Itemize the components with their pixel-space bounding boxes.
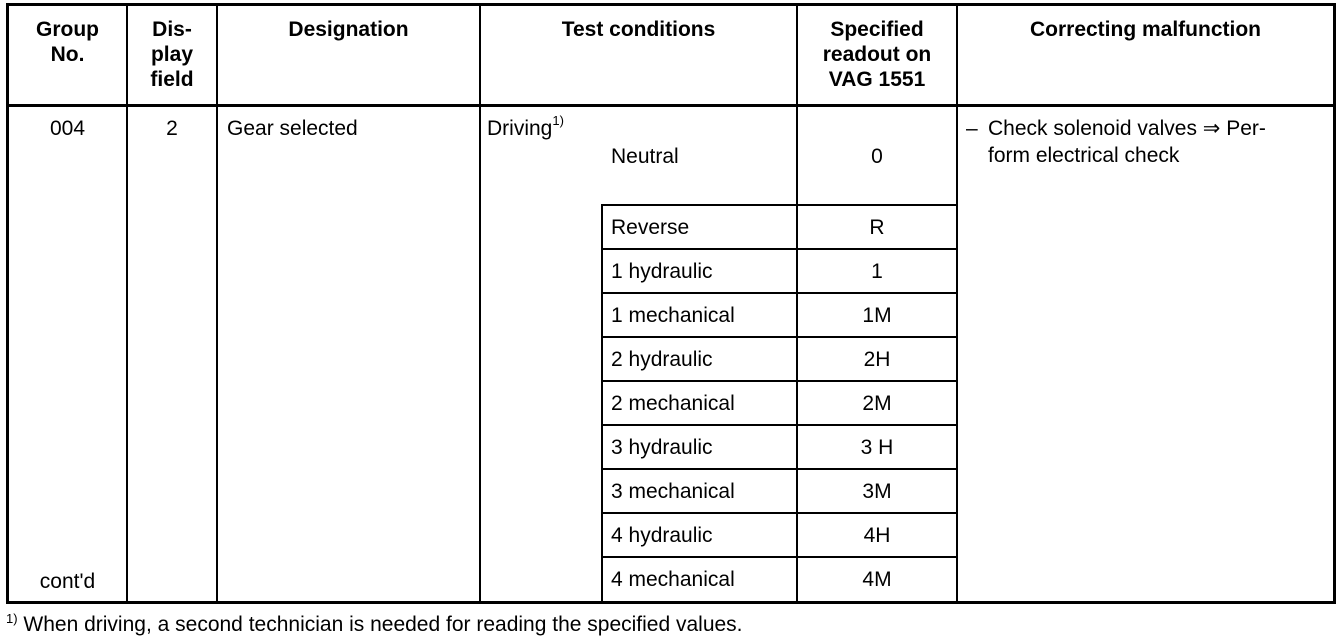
correction-line: Check solenoid valves ⇒ Per-	[988, 117, 1266, 140]
readout-value: 3 H	[860, 436, 894, 459]
row-divider	[601, 336, 958, 338]
header-specified-readout: Specified readout on VAG 1551	[822, 18, 932, 91]
row-divider	[601, 424, 958, 426]
condition-label: 1 mechanical	[611, 304, 735, 327]
column-divider	[216, 3, 218, 604]
column-divider	[479, 3, 481, 604]
condition-label: 4 mechanical	[611, 568, 735, 591]
condition-label: 2 hydraulic	[611, 348, 713, 371]
row-divider	[601, 248, 958, 250]
footnote-marker: 1)	[552, 113, 564, 128]
correction-line: form electrical check	[988, 144, 1180, 167]
row-divider	[601, 380, 958, 382]
condition-label: Neutral	[611, 145, 679, 168]
readout-value: 2M	[862, 392, 892, 415]
correction-dash: –	[966, 117, 978, 140]
footnote-note-marker: 1)	[6, 611, 18, 626]
condition-label: 4 hydraulic	[611, 524, 713, 547]
header-display-field: Dis- play field	[150, 18, 194, 91]
footnote	[6, 612, 743, 638]
footnote-text: When driving, a second technician is needed for reading the specified values.	[23, 613, 743, 636]
gear-readout-table	[6, 3, 1336, 604]
readout-value: 1M	[862, 304, 892, 327]
header-correcting-malfunction: Correcting malfunction	[1029, 18, 1261, 41]
table-border-left	[6, 3, 9, 604]
readout-value: R	[869, 216, 885, 239]
readout-value: 4H	[863, 524, 891, 547]
group-number: 004	[49, 117, 86, 140]
condition-label: 1 hydraulic	[611, 260, 713, 283]
condition-label: 3 hydraulic	[611, 436, 713, 459]
row-divider	[601, 292, 958, 294]
display-field-value: 2	[166, 117, 178, 140]
row-divider	[601, 468, 958, 470]
header-designation: Designation	[288, 18, 409, 41]
subcolumn-divider	[601, 204, 603, 601]
column-divider	[126, 3, 128, 604]
readout-value: 1	[871, 260, 883, 283]
condition-label: Reverse	[611, 216, 690, 239]
header-test-conditions: Test conditions	[561, 18, 716, 41]
readout-value: 2H	[863, 348, 891, 371]
table-border-right	[1333, 3, 1336, 604]
header-group-no: Group No.	[36, 18, 99, 66]
header-divider	[6, 104, 1336, 107]
row-divider	[601, 204, 958, 206]
readout-value: 0	[871, 145, 883, 168]
condition-driving: Driving$^{1)}$	[487, 113, 564, 140]
table-border-top	[6, 3, 1336, 6]
condition-label: 2 mechanical	[611, 392, 735, 415]
row-divider	[601, 556, 958, 558]
designation-value: Gear selected	[227, 117, 358, 140]
readout-value: 3M	[862, 480, 892, 503]
row-divider	[601, 512, 958, 514]
condition-label: 3 mechanical	[611, 480, 735, 503]
readout-value: 4M	[862, 568, 892, 591]
group-contd: cont'd	[39, 570, 96, 593]
table-border-bottom	[6, 601, 1336, 604]
